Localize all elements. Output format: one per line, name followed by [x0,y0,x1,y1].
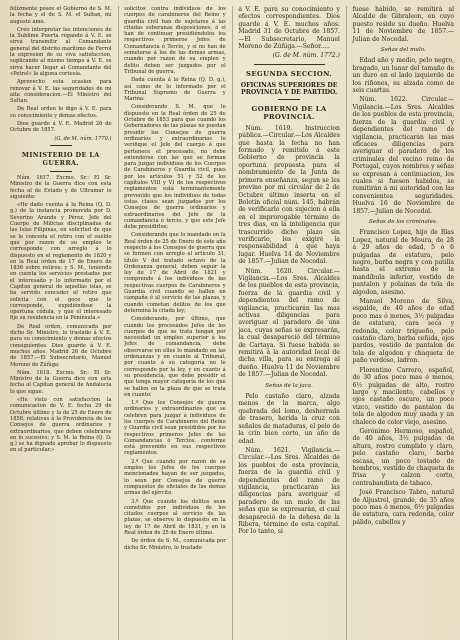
paragraph: Dios guarde á V. E. Madrid 26 de Octubre de 1857. [10,121,112,134]
column-4 [352,6,454,640]
paragraph: Dada cuenta á la Reina (Q. D. g.), así como de lo informado por el Tribunal Supremo de Guerra y Marina: [124,77,226,103]
paragraph: Núm. 1622. Circular.—Vigilancia.—Los Sres. Alcaldes de los pueblos de esta provincia, fuerza de la guardia civil y dependientes del ramo de vigilancia, practicarán las mas eficaces diligencias para averiguar el paradero de los criminales del vecino reino de Portugal, cuyos nombres y señas se expresan á continuacion, los cuales si fuesen habidos, se remitirán á mi autoridad con las convenientes seguridades. Huelva 16 de Noviembre de 1857.—Julian de Nocedal. [352,96,455,215]
paragraph: De Real orden, comunicada por dicho Sr. Ministro, lo traslado á V. E. para su conocimiento y demas efectos consiguientes. Dios guarde á V. E. muchos años. Madrid 26 de Octubre de 1857.—El Subsecretario, Manuel Moreno de Zúñiga. [10,323,112,368]
section-heading: SEGUNDA SECCION. [246,69,333,78]
paragraph: Gerónimo Hermoso, español, de 40 años, 3½ pulgadas de altura, rostro cumplido y claro, pelo castaño claro, barba escasa, un poco tostado de hombros, vestido de chaqueta de frisa y calzon corto, contrabandista de tabaco. [352,427,455,487]
section-rule [50,145,72,146]
paragraph: Aprovecho esta ocasion para renovar á V. E. las seguridades de mi alta consideracion.—El Ministro del Sultan. [10,79,112,105]
paragraph: José Francisco Tabro, natural de Aljustrel, grande, de 35 años poco mas ó menos, 6½ pulgadas de estatura, cara redonda, color pálido, cabellos y [352,489,455,526]
paragraph: á V. E. para su conocimiento y efectos correspondientes. Dios guarde á V. E. muchos años. Madrid 31 de Octubre de 1857.—El Subsecretario, Manuel Moreno de Zúñiga.—Señor..... [238,6,340,51]
section-heading: MINISTERIO DE LA GUERRA. [21,150,100,167]
paragraph: Pelo castaño claro, alzada menos de la marca, algo quebrada del lomo, desherrada de trasero, herida la cruz con señales de mataduras, el pelo de la crin bien corto, un año de edad. [238,393,340,445]
column-1 [10,6,112,640]
paragraph: 2.º Que cuando por razon de su empleo los Jefes de los cuerpos mencionados hayan de ser juzgados, lo sean por Consejos de guerra compuestos de oficiales de las demas armas del ejército. [124,458,226,497]
paragraph: solicitos contra individuos de los cuerpos de carabineros del Reino y guardia civil han de sujetarse á las citadas soberanas disposiciones, ó si han de continuar presidiéndolos los respectivos primeros Jefes de Comandancia ó Tercio, y si no han de someterse á los de las demas armas, cuando por razon de su empleo y delito deben ser juzgados por el Tribunal de guerra. [124,6,226,75]
paragraph: 1.º Que los Consejos de guerra ordinarios y extraordinarios que se celebren para juzgar á individuos de los cuerpos de Carabineros del Reino y Guardia civil sean presididos por los respectivos primeros Jefes de las Comandancias ó Tercios, conforme está prevenido en sus respectivos reglamentos. [124,400,226,457]
paragraph: 3.º Que cuando los delitos sean cometidos por individuos de los citados cuerpos al servicio de las plazas, se observe lo dispuesto en la ley de 17 de Abril de 1821, y en la Real órden de 25 de Enero último. [124,498,226,537]
paragraph: Francisco Lopez, hijo de Blas Lopez, natural de Moura, de 28 á 29 años de edad, 5 ó 6 pulgadas de estatura, pelo negro, barba negra y con patilla hasta el extremo de la mandíbula inferior, vestido de pantalon y polainas de tela de algodon, asesino. [352,229,455,296]
section-heading: GOBIERNO DE LA PROVINCIA. [251,104,327,121]
paragraph: fuese habido, se remitirá al Alcalde de Gibraleon, en cuyo puesto reside su dueño. Huelva 11 de Noviembre de 1857.—Julian de Nocedal. [352,6,455,43]
paragraph: felizmente posee el Gobierno de S. M. la fecha y el de S. M. el Sultan, mi augusto amo. [10,6,112,25]
section-rule [254,64,325,65]
paragraph: Núm. 1619. Instruccion pública.—Circular.—Los Alcaldes que hasta la fecha no han formado y remitido á este Gobierno de provincia la oportuna propuesta para el nombramiento de la Junta de primera enseñanza, segun se les previno por mi circular de 2 de Octubre último inserta en el Boletin oficial núm. 145, habrán de verificarlo con sujecion á ella en el improrogable término de tres dias, en la inteligencia que trascurrido dicho plazo sin verificarlo, les exigiré la responsabilidad á que haya lugar. Huelva 14 de Noviembre de 1857.—Julian de Nocedal. [238,124,340,266]
column-divider [232,6,233,640]
subsection-title: Señas de la jaca. [265,382,313,389]
paragraph: Manuel Moreno de Silva, espalde, de 40 años de edad poco mas ó menos, 3½ pulgadas de estatura, cara seca y redonda, color trigueño, pelo castaño claro, barba ceñida, ojos pardos, vestido de pantalon de tela de algodon y chaqueta de paño verdoso, ladron. [352,298,455,365]
section-subheading: OFICINAS SUPERIORES DE PROVINCIA Y DE PARTIDO. [240,81,338,96]
reference-note: (G. de M. núm. 1772.) [272,52,340,60]
column-2 [124,6,226,640]
column-divider [346,6,347,640]
paragraph: Considerando que lo mandado en la Real órden de 25 de Enero de este año respecto á los Consejos de guerra que se formen con arreglo al artículo 31, título V del tratado octavo de la Ordenanza general, deben seguir la ley de 17 de Abril de 1821 y comprende á los individuos de las respectivas cuerpos de Carabineros y Guardia civil cuando se hallen en campaña ó al servicio de las plazas, y cuando cometan delitos de los que determina la citada ley; [124,232,226,314]
paragraph: De órden de S. M., comunicada por dicho Sr. Ministro, lo traslado [124,538,226,551]
paragraph: Florentino Carrero, español, de 30 años poco mas ó menos, 6½ pulgadas de alto, rostro largo y macilento, cabellos y ojos castaño oscuro, un poco vizco, vestido de pantalon de tela de algodon muy usada y un chaleco de color viejo, asesino. [352,366,455,426]
paragraph: De Real orden lo digo á V. E. para su conocimiento y demas efectos. [10,106,112,119]
subsection-title: Señas de los criminales. [368,218,438,225]
reference-note: (G. de M. núm. 1770.) [54,135,112,142]
paragraph: Creo interpretar las intenciones de la Sublime Puerta rogando á V. E. se sirva transmitir al Comandante general del distrito marítimo de Ferrol la expresion de su viva satisfaccion, suplicando al mismo tiempo á V. E. se sirva hacer llegar al Comandante del «Petrel» la alguna cortesía. [10,26,112,77]
paragraph: Edad año y medio, pelo negro, bragado, un lunar del tamaño de un duro en el lado izquierdo de los riñones, su alzada como de seis cuartas. [352,57,455,95]
paragraph: «He visto con satisfaccion la comunicacion de V. E. fecha 29 de Octubre último y la de 25 de Enero de 1858, relativas á la Providencia de los Consejos de guerra ordinarios y extraordinarios, que deben celebrarse en lo sucesivo; y S. M. la Reina (Q. D. g.) se ha dignado aprobar lo dispuesto en el particular.» [10,397,112,454]
paragraph: «He dado cuenta á la Reina (Q. D. g.) de la instancia promovida por D. Severino Aranda y Pérez, Jefe del Cuerpo de Milicias disciplinadas de las Islas Filipinas, en solicitud de que se le conceda el retiro con el sueldo que por razon de su empleo le corresponde con arreglo á lo dispuesto en el reglamento de 1820 y en la Real orden de 17 de Enero de 1836 sobre retiros; y S. M., teniendo en cuenta los servicios prestados por el interesado y lo informado por el Capitan general de aquellas islas, se ha servido conceder el retiro que solicita con el goce que le corresponde, expidiéndose la oportuna cédula, y que el interesado fije su residencia en la Península.» [10,202,112,322]
column-3 [238,6,340,640]
paragraph: Núm. 1617. Excmo. Sr.: El Sr. Ministro de la Guerra dice con esta fecha al de Estado y de Ultramar lo siguiente: [10,174,112,200]
paragraph: Considerando, por último, que cuando los procesados Jefes de los cuerpos de que se trata tengan por necesidad un empleo superior á los Jefes de comandancia, debe observarse en ellos lo mandado en las ordenanzas y en cuanto al Tribunal, por cuanto á su categoría no le corresponde por la ley, y en cuanto á su presidencia, que debe presidir el que tenga mayor categoría de los que se hallen en la plaza de que se trata en cuanto: [124,316,226,398]
paragraph: Considerando S. M. que lo dispuesto en la Real órden de 25 de Octubre de 1853 para que cuando los Gobernadores de las plazas no puedan presidir los Consejos de guerra ordinarios y extraordinarios lo verifique el Jefe del cuerpo á que pertenece el procesado, no debe entenderse con las que se forman para juzgar individuos de los Cuerpos de Carabineros y Guardia civil, pues por los artículos 51 y 52 de los capítulos VIII y VI de los respectivos reglamentos está terminantemente prevenido que los individuos de todas estas clases sean juzgados por los Consejos de guerra ordinarios y extraordinarios del Jefe de la comandancia ó tercio, y que este Jefe debe presidirlos; [124,104,226,231]
section-rule [278,99,300,100]
column-divider [118,6,119,640]
paragraph: Núm. 1620. Circular.—Vigilancia.—Los Sres. Alcaldes de los pueblos de esta provincia, fuerza de la guardia civil y dependientes del ramo de vigilancia, practicarán las mas activas diligencias para averiguar el paradero de una jaca, cuyas señas se expresarán, la cual desapareció del término de Cartaya. Si fuese habida se remitirá á la autoridad local de dicha villa, para su entrega al dueño. Huelva 11 de Noviembre de 1857.—Julian de Nocedal. [238,267,340,379]
section-rule [50,171,72,172]
subsection-title: Señas del mulo. [380,47,426,54]
paragraph: Núm. 1618. Excmo. Sr.: El Sr. Ministro de la Guerra dice con esta fecha al Capitan general de Andalucía lo que sigue: [10,369,112,395]
paragraph: Núm. 1621. Vigilancia.—Circular.—Los Sres. Alcaldes de los pueblos de esta provincia, fuerza de la guardia civil y dependientes del ramo de vigilancia, practicarán las diligencias para averiguar el paradero de un mulo de las señas que se expresarán, el cual desapareció de la dehesa de la Ribera, término de esta capital. Por lo tanto, si [238,446,340,536]
